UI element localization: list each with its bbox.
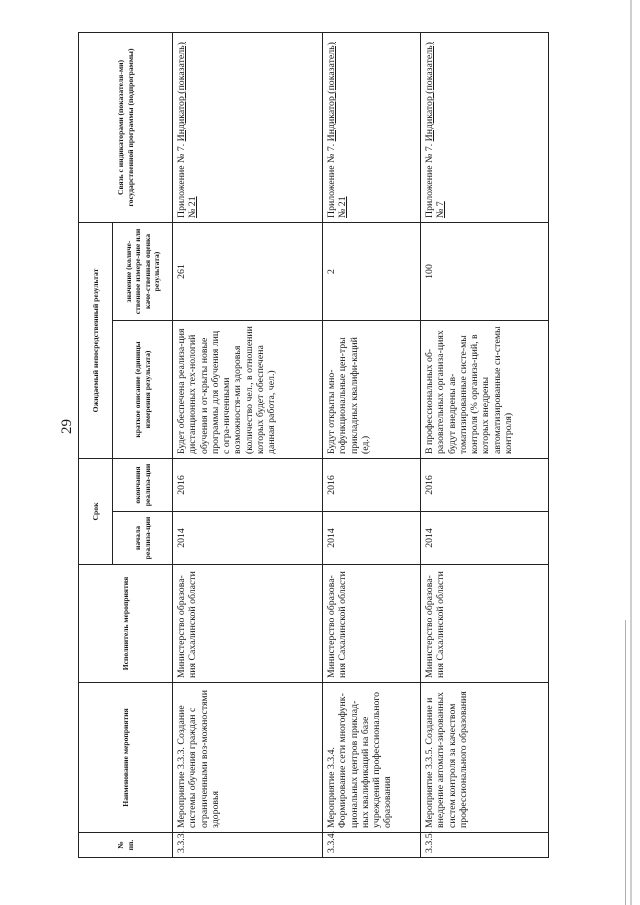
link-prefix: Приложение № 7.: [326, 143, 337, 218]
cell-value: 100: [421, 222, 549, 320]
cell-start: 2014: [421, 512, 549, 565]
cell-name: Мероприятие 3.3.3. Создание системы обучения граждан с ограниченными воз-можностями здоровья: [173, 683, 323, 833]
cell-end: 2016: [421, 458, 549, 511]
scan-edge-line: [630, 0, 632, 905]
cell-start: 2014: [173, 512, 323, 565]
header-expected: Ожидаемый непосредственный результат: [79, 222, 113, 458]
rotated-table-wrapper: [78, 33, 548, 858]
cell-num: 3.3.5.: [421, 833, 549, 858]
cell-end: 2016: [323, 458, 421, 511]
header-term-start: начала реализа-ции: [113, 512, 173, 565]
cell-start: 2014: [323, 512, 421, 565]
cell-link: [421, 32, 549, 222]
header-expected-desc: краткое описание (единицы измерения результата): [113, 320, 173, 458]
activities-table: [78, 32, 549, 858]
table-row: [173, 32, 323, 857]
scan-edge-line: [625, 620, 626, 905]
indicator-link[interactable]: Индикатор (показатель) № 7: [424, 42, 447, 218]
header-expected-value: значение (количе-ственное измере-ние или каче-ственная оценка результата): [113, 222, 173, 320]
cell-desc: Будут открыты мно-гофункциональные цен-тры прикладных квалифи-каций (ед.): [323, 320, 421, 458]
table-row: [421, 32, 549, 857]
header-executor: Исполнитель мероприятия: [79, 565, 173, 683]
cell-name: Мероприятие 3.3.4. Формирование сети многофунк-циональных центров приклад-ных квалификаций на базе учреждений профессионального образования: [323, 683, 421, 833]
link-prefix: Приложение № 7.: [424, 143, 435, 218]
header-row: [79, 32, 113, 857]
cell-link: [173, 32, 323, 222]
cell-executor: Министерство образова-ния Сахалинской области: [421, 565, 549, 683]
cell-executor: Министерство образова-ния Сахалинской области: [323, 565, 421, 683]
indicator-link[interactable]: Индикатор (показатель) № 21: [326, 42, 349, 218]
cell-num: 3.3.4.: [323, 833, 421, 858]
cell-desc: Будет обеспечена реализа-ция дистанционных тех-нологий обучения и от-крыты новые программы для обучения лиц с огра-ниченными возможностя-ми здоровья (количество чел., в отношении которых будет обеспечена данная работа, чел.): [173, 320, 323, 458]
cell-executor: Министерство образова-ния Сахалинской области: [173, 565, 323, 683]
link-prefix: Приложение № 7.: [176, 143, 187, 218]
header-term: Срок: [79, 458, 113, 564]
header-term-end: окончания реализа-ции: [113, 458, 173, 511]
indicator-link[interactable]: Индикатор (показатель) № 21: [176, 42, 199, 218]
cell-link: [323, 32, 421, 222]
header-link: Связь с индикаторами (показателя-ми) государственной программы (подпрограммы): [79, 32, 173, 222]
header-num: № пп.: [79, 833, 173, 858]
cell-value: 261: [173, 222, 323, 320]
table-row: [323, 32, 421, 857]
cell-end: 2016: [173, 458, 323, 511]
cell-desc: В профессиональных об-разовательных организа-циях будут внедрены ав-томатизированные систе-мы контроля (% организа-ций, в которых внедрены автоматизированные си-стемы контроля): [421, 320, 549, 458]
cell-value: 2: [323, 222, 421, 320]
header-name: Наименование мероприятия: [79, 683, 173, 833]
cell-name: Мероприятие 3.3.5. Создание и внедрение автомати-зированных систем контроля за качеством профессионального образования: [421, 683, 549, 833]
cell-num: 3.3.3.: [173, 833, 323, 858]
page-number: 29: [59, 419, 75, 434]
